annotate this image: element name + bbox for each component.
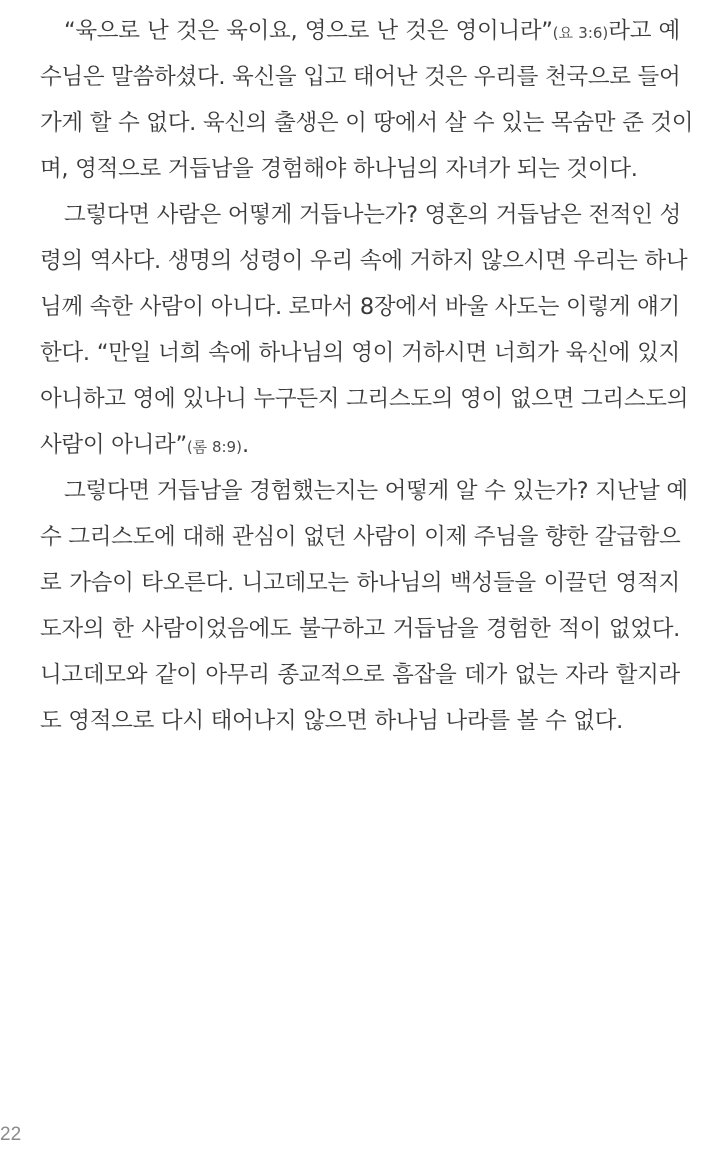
text-segment: 그렇다면 거듭남을 경험했는지는 어떻게 알 수 있는가? 지난날 예 (64, 478, 688, 504)
text-line (40, 238, 688, 284)
text-line (40, 330, 680, 376)
text-line (40, 284, 680, 330)
text-line (40, 468, 688, 514)
text-line (40, 514, 680, 560)
text-line (40, 146, 680, 192)
paragraph (40, 8, 694, 192)
paragraph (40, 192, 689, 468)
text-segment: . (241, 432, 249, 458)
text-segment: 그렇다면 사람은 어떻게 거듭나는가? 영혼의 거듭남은 전적인 성 (64, 202, 681, 228)
paragraph (40, 468, 688, 744)
text-line (40, 652, 680, 698)
text-segment: 도자의 한 사람이었음에도 불구하고 거듭남을 경험한 적이 없었다. (40, 616, 680, 642)
text-segment: 가게 할 수 없다. 육신의 출생은 이 땅에서 살 수 있는 목숨만 준 것이 (40, 110, 694, 136)
scripture-reference: (롬 8:9) (186, 438, 242, 456)
text-segment: “육으로 난 것은 육이요, 영으로 난 것은 영이니라” (64, 18, 553, 44)
text-line (40, 698, 680, 744)
text-segment: 로 가슴이 타오른다. 니고데모는 하나님의 백성들을 이끌던 영적지 (40, 570, 680, 596)
text-segment: 니고데모와 같이 아무리 종교적으로 흠잡을 데가 없는 자라 할지라 (40, 662, 680, 688)
text-line (40, 54, 680, 100)
text-segment: 도 영적으로 다시 태어나지 않으면 하나님 나라를 볼 수 없다. (40, 708, 623, 734)
text-line (40, 376, 689, 422)
text-line (40, 100, 694, 146)
body-text (40, 8, 694, 744)
text-line (40, 422, 680, 468)
page-number: 22 (0, 1124, 22, 1145)
text-segment: 아니하고 영에 있나니 누구든지 그리스도의 영이 없으면 그리스도의 (40, 386, 689, 412)
text-segment: 한다. “만일 너희 속에 하나님의 영이 거하시면 너희가 육신에 있지 (40, 340, 680, 366)
text-segment: 령의 역사다. 생명의 성령이 우리 속에 거하지 않으시면 우리는 하나 (40, 248, 688, 274)
text-line (40, 606, 680, 652)
text-segment: 사람이 아니라” (40, 432, 187, 458)
text-line (40, 560, 680, 606)
text-segment: 수 그리스도에 대해 관심이 없던 사람이 이제 주님을 향한 갈급함으 (40, 524, 681, 550)
text-line (40, 8, 680, 54)
text-segment: 님께 속한 사람이 아니다. 로마서 8장에서 바울 사도는 이렇게 얘기 (40, 294, 680, 320)
text-line (40, 192, 680, 238)
scripture-reference: (요 3:6) (552, 24, 609, 42)
text-segment: 며, 영적으로 거듭남을 경험해야 하나님의 자녀가 되는 것이다. (40, 156, 638, 182)
text-segment: 라고 예 (608, 18, 680, 44)
text-segment: 수님은 말씀하셨다. 육신을 입고 태어난 것은 우리를 천국으로 들어 (40, 64, 681, 90)
